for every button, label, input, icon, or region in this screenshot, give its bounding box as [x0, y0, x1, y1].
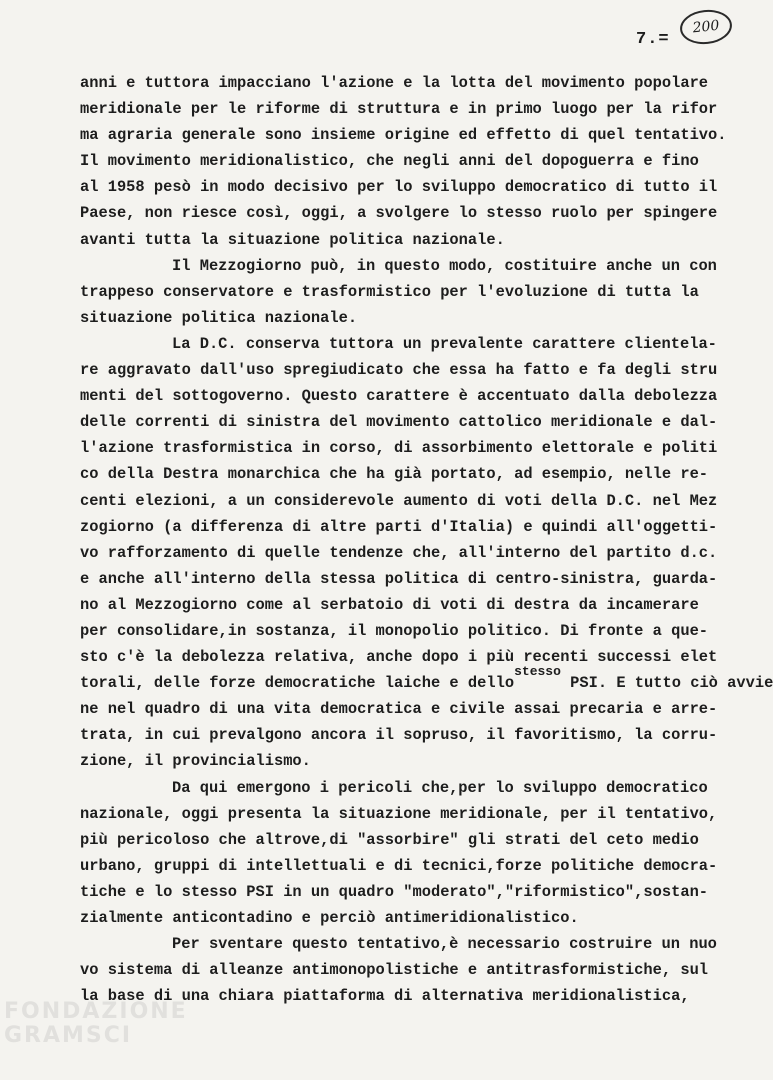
- text-line: ne nel quadro di una vita democratica e civile assai precaria e arre-: [80, 700, 718, 719]
- text-line: zione, il provincialismo.: [80, 752, 311, 771]
- text-line: ma agraria generale sono insieme origine ed effetto di quel tentativo.: [80, 126, 727, 145]
- archive-number-stamp: 200: [678, 7, 733, 46]
- text-line: meridionale per le riforme di struttura e in primo luogo per la rifor: [80, 100, 718, 119]
- text-line: vo rafforzamento di quelle tendenze che, all'interno del partito d.c.: [80, 543, 718, 562]
- text-line: più pericoloso che altrove,di "assorbire" gli strati del ceto medio: [80, 830, 699, 849]
- text-line: Il movimento meridionalistico, che negli anni del dopoguerra e fino: [80, 152, 699, 171]
- text-line: [80, 664, 773, 696]
- interlinear-insertion: stesso: [514, 664, 561, 680]
- text-line: vo sistema di alleanze antimonopolistiche e antitrasformistiche, sul: [80, 961, 709, 980]
- text-line-segment: PSI. E tutto ciò avvie: [560, 674, 773, 693]
- text-line: urbano, gruppi di intellettuali e di tecnici,forze politiche democra-: [80, 856, 718, 875]
- text-line: Il Mezzogiorno può, in questo modo, costituire anche un con: [172, 256, 717, 275]
- text-line: e anche all'interno della stessa politica di centro-sinistra, guarda-: [80, 569, 718, 588]
- watermark-line: GRAMSCI: [4, 1023, 133, 1048]
- text-line: per consolidare,in sostanza, il monopolio politico. Di fronte a que-: [80, 621, 709, 640]
- text-line: menti del sottogoverno. Questo carattere è accentuato dalla debolezza: [80, 387, 718, 406]
- typescript-body: [80, 70, 773, 1009]
- text-line: l'azione trasformistica in corso, di assorbimento elettorale e politi: [80, 439, 718, 458]
- text-line: situazione politica nazionale.: [80, 308, 358, 327]
- text-line: tiche e lo stesso PSI in un quadro "moderato","riformistico",sostan-: [80, 882, 709, 901]
- text-line: trappeso conservatore e trasformistico per l'evoluzione di tutta la: [80, 282, 699, 301]
- text-line: al 1958 pesò in modo decisivo per lo sviluppo democratico di tutto il: [80, 178, 718, 197]
- text-line: avanti tutta la situazione politica nazionale.: [80, 230, 505, 249]
- text-line: la base di una chiara piattaforma di alternativa meridionalistica,: [80, 987, 690, 1006]
- text-line: co della Destra monarchica che ha già portato, ad esempio, nelle re-: [80, 465, 709, 484]
- text-line-segment: torali, delle forze democratiche laiche e dello: [80, 674, 515, 693]
- text-line: Per sventare questo tentativo,è necessario costruire un nuo: [172, 935, 717, 954]
- text-line: trata, in cui prevalgono ancora il sopruso, il favoritismo, la corru-: [80, 726, 718, 745]
- watermark-line: FONDAZIONE: [4, 999, 188, 1024]
- text-line: delle correnti di sinistra del movimento cattolico meridionale e dal-: [80, 413, 718, 432]
- text-line: Da qui emergono i pericoli che,per lo sviluppo democratico: [172, 778, 708, 797]
- text-line: nazionale, oggi presenta la situazione meridionale, per il tentativo,: [80, 804, 718, 823]
- text-line: re aggravato dall'uso spregiudicato che essa ha fatto e fa degli stru: [80, 361, 718, 380]
- text-line: sto c'è la debolezza relativa, anche dopo i più recenti successi elet: [80, 648, 718, 667]
- text-line: Paese, non riesce così, oggi, a svolgere lo stesso ruolo per spingere: [80, 204, 718, 223]
- text-line: no al Mezzogiorno come al serbatoio di voti di destra da incamerare: [80, 595, 699, 614]
- text-line: centi elezioni, a un considerevole aumento di voti della D.C. nel Mez: [80, 491, 718, 510]
- text-line: anni e tuttora impacciano l'azione e la lotta del movimento popolare: [80, 74, 709, 92]
- text-line: zogiorno (a differenza di altre parti d'Italia) e quindi all'oggetti-: [80, 517, 718, 536]
- text-line: zialmente anticontadino e perciò antimeridionalistico.: [80, 909, 579, 927]
- page-number: 7.=: [636, 30, 670, 49]
- text-line: La D.C. conserva tuttora un prevalente carattere clientela-: [172, 334, 717, 353]
